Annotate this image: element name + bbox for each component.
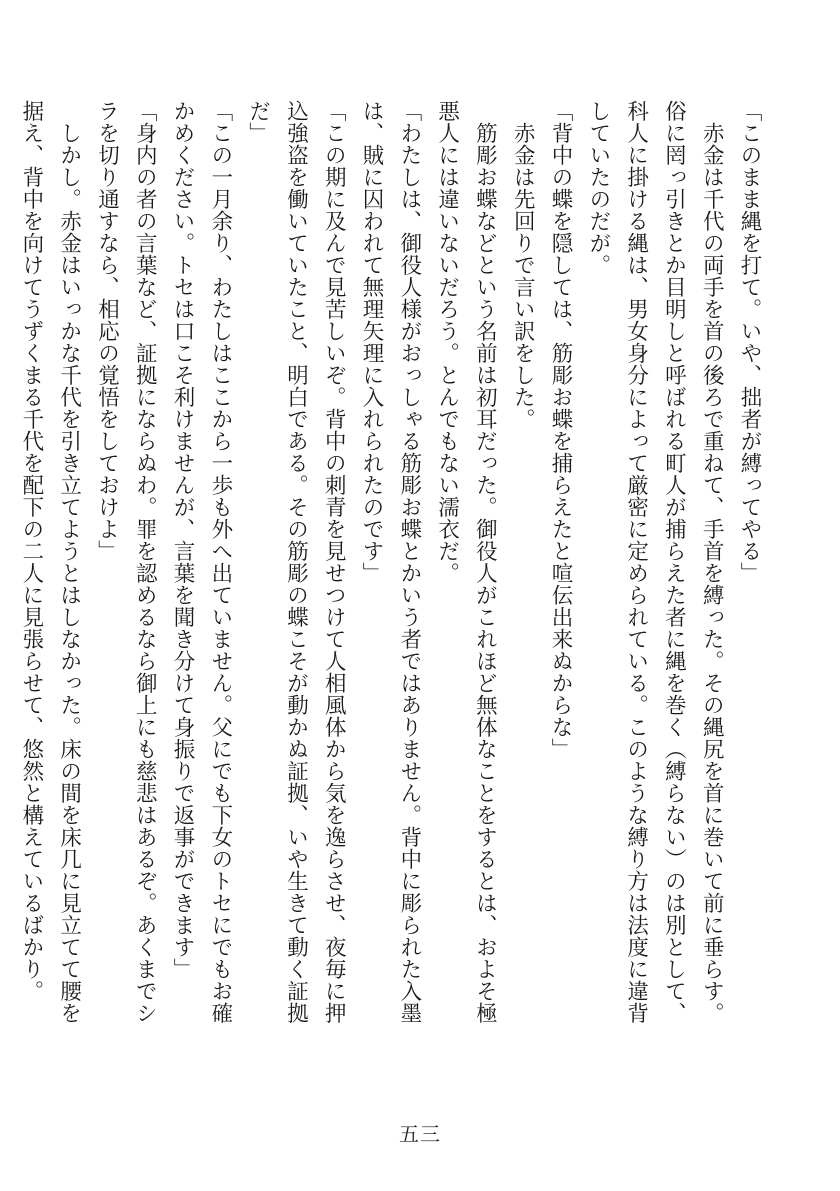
paragraph-7: 「この期に及んで見苦しいぞ。背中の刺青を見せつけて人相風体から気を逸らさせ、夜毎に押込強盗を働いていたこと、明白である。その筋彫の蝶こそが動かぬ証拠、いや生きて動く証拠だ」 [245,100,347,1024]
paragraph-2: 赤金は千代の両手を首の後ろで重ねて、手首を縛った。その縄尻を首に巻いて前に垂らす。俗に罔っ引きとか目明しと呼ばれる町人が捕らえた者に縄を巻く（縛らない）のは別として、科人に掛ける縄は、男女身分によって厳密に定められている。このような縛り方は法度に違背していたのだが。 [585,100,725,1024]
page-number: 五三 [399,1122,441,1146]
paragraph-4: 赤金は先回りで言い訳をした。 [510,121,536,430]
paragraph-1: 「このまま縄を打て。いや、拙者が縛ってやる」 [737,100,762,584]
paragraph-3: 「背中の蝶を隠しては、筋彫お蝶を捕らえたと喧伝出来ぬからな」 [548,100,574,760]
paragraph-8: 「この一月余り、わたしはここから一歩も外へ出ていません。父にでも下女のトセにでもお確かめください。トセは口こそ利けませんが、言葉を聞き分けて身振りで返事ができます」 [170,100,233,1024]
vertical-text-body [18,100,768,1040]
paragraph-9: 「身内の者の言葉など、証拠にならぬわ。罪を認めるなら御上にも慈悲はあるぞ。あくまでシラを切り通すなら、相応の覚悟をしておけよ」 [94,100,158,1024]
paragraph-5: 筋彫お蝶などという名前は初耳だった。御役人がこれほど無体なことをするとは、およそ極悪人には違いないだろう。とんでもない濡衣だ。 [434,100,498,1024]
paragraph-10: しかし。赤金はいっかな千代を引き立てようとはしなかった。床の間を床几に見立てて腰を据え、背中を向けてうずくまる千代を配下の二人に見張らせて、悠然と構えているばかり。 [18,100,82,1024]
paragraph-6: 「わたしは、御役人様がおっしゃる筋彫お蝶とかいう者ではありません。背中に彫られた入墨は、賊に囚われて無理矢理に入れられたのです」 [359,100,422,1024]
